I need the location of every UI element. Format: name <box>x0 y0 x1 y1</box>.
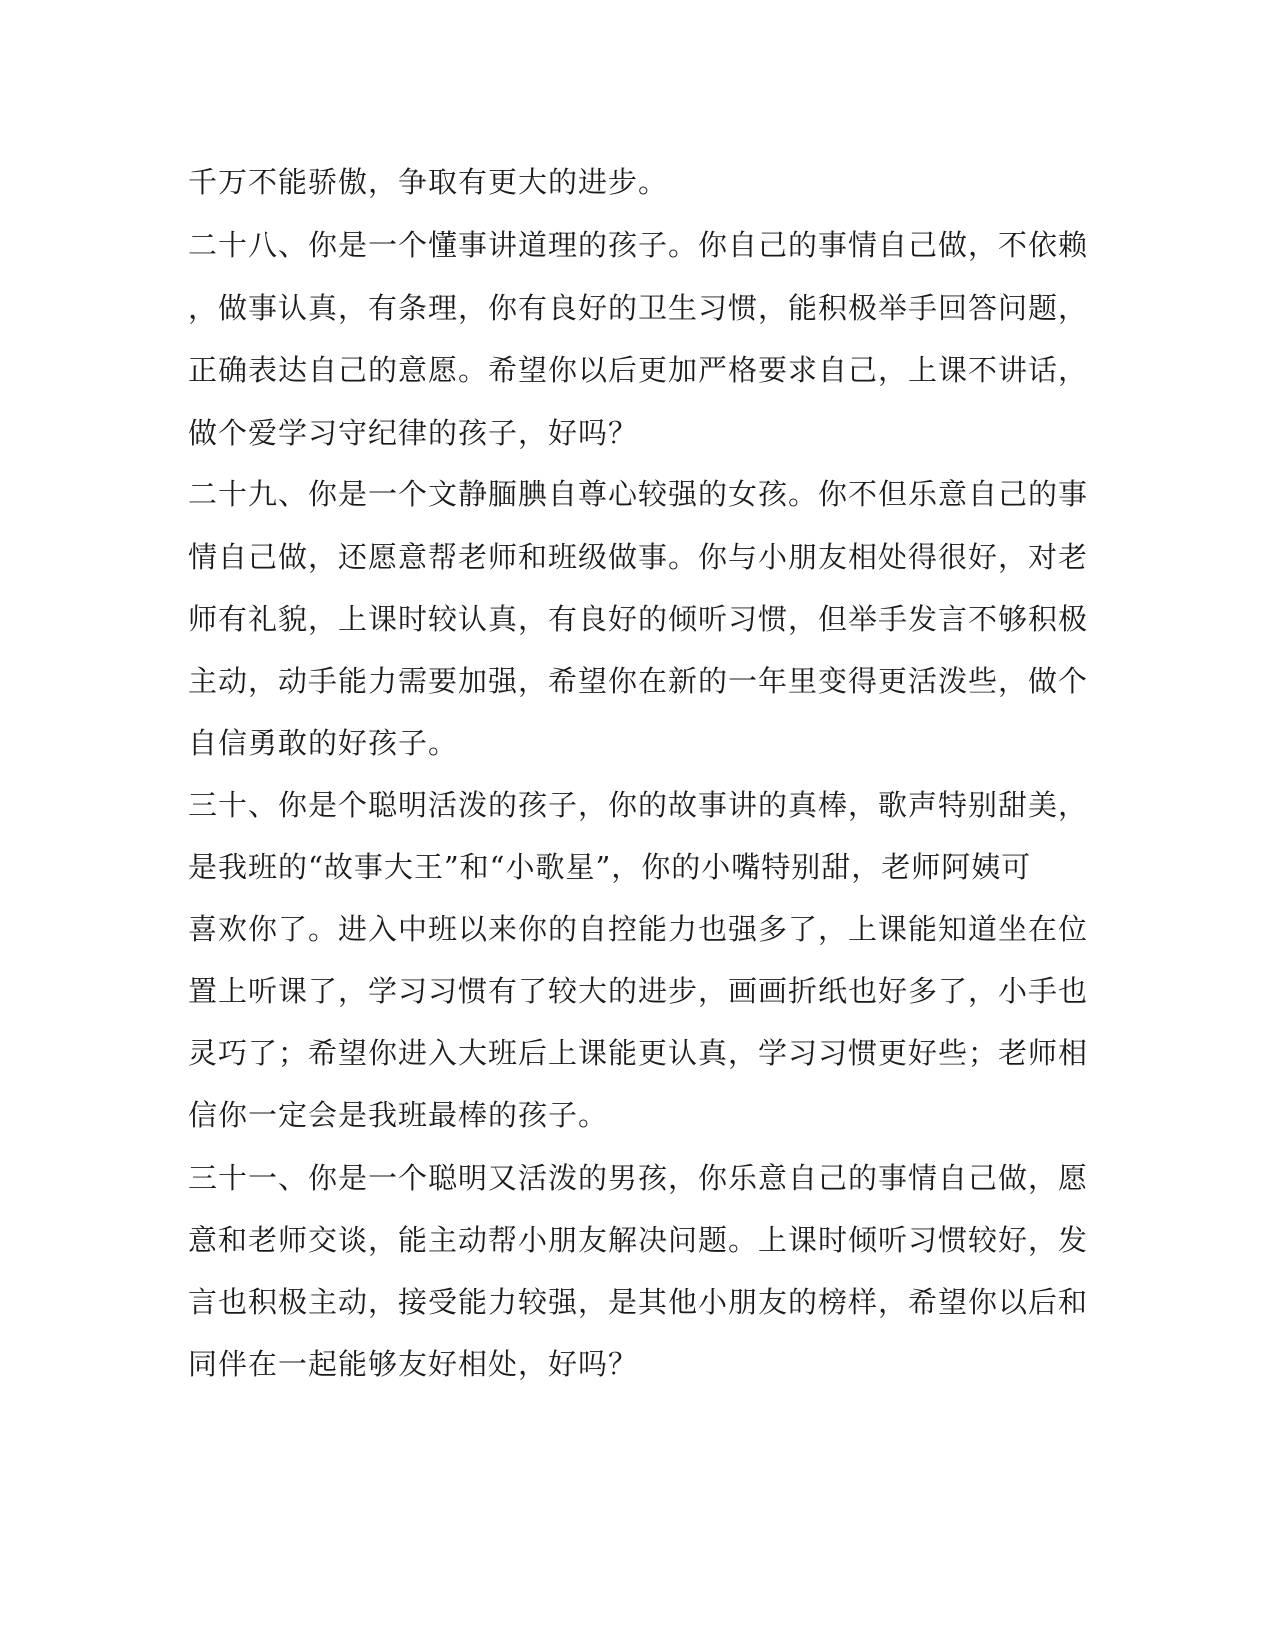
text-line: 做个爱学习守纪律的孩子，好吗？ <box>188 416 639 450</box>
text-line: 言也积极主动，接受能力较强，是其他小朋友的榜样，希望你以后和 <box>188 1285 1089 1319</box>
text-line: 二十九、你是一个文静腼腆自尊心较强的女孩。你不但乐意自己的事 <box>188 477 1089 511</box>
text-line: 信你一定会是我班最棒的孩子。 <box>188 1098 609 1132</box>
text-line: ，做事认真，有条理，你有良好的卫生习惯，能积极举手回答问题， <box>188 291 1089 325</box>
text-line: 情自己做，还愿意帮老师和班级做事。你与小朋友相处得很好，对老 <box>188 540 1089 574</box>
text-line: 二十八、你是一个懂事讲道理的孩子。你自己的事情自己做，不依赖 <box>188 228 1089 262</box>
text-line: 是我班的“故事大王”和“小歌星”，你的小嘴特别甜，老师阿姨可 <box>188 850 1032 884</box>
text-line: 主动，动手能力需要加强，希望你在新的一年里变得更活泼些，做个 <box>188 664 1089 698</box>
text-line: 灵巧了；希望你进入大班后上课能更认真，学习习惯更好些；老师相 <box>188 1036 1089 1070</box>
text-line: 正确表达自己的意愿。希望你以后更加严格要求自己，上课不讲话， <box>188 353 1089 387</box>
text-line: 千万不能骄傲，争取有更大的进步。 <box>188 165 669 199</box>
text-line: 同伴在一起能够友好相处，好吗？ <box>188 1347 639 1381</box>
text-line: 置上听课了，学习习惯有了较大的进步，画画折纸也好多了，小手也 <box>188 974 1089 1008</box>
text-line: 三十一、你是一个聪明又活泼的男孩，你乐意自己的事情自己做，愿 <box>188 1161 1089 1195</box>
text-line: 意和老师交谈，能主动帮小朋友解决问题。上课时倾听习惯较好，发 <box>188 1223 1089 1257</box>
text-line: 三十、你是个聪明活泼的孩子，你的故事讲的真棒，歌声特别甜美， <box>188 788 1089 822</box>
text-line: 自信勇敢的好孩子。 <box>188 726 459 760</box>
text-line: 师有礼貌，上课时较认真，有良好的倾听习惯，但举手发言不够积极 <box>188 602 1089 636</box>
text-line: 喜欢你了。进入中班以来你的自控能力也强多了，上课能知道坐在位 <box>188 912 1089 946</box>
